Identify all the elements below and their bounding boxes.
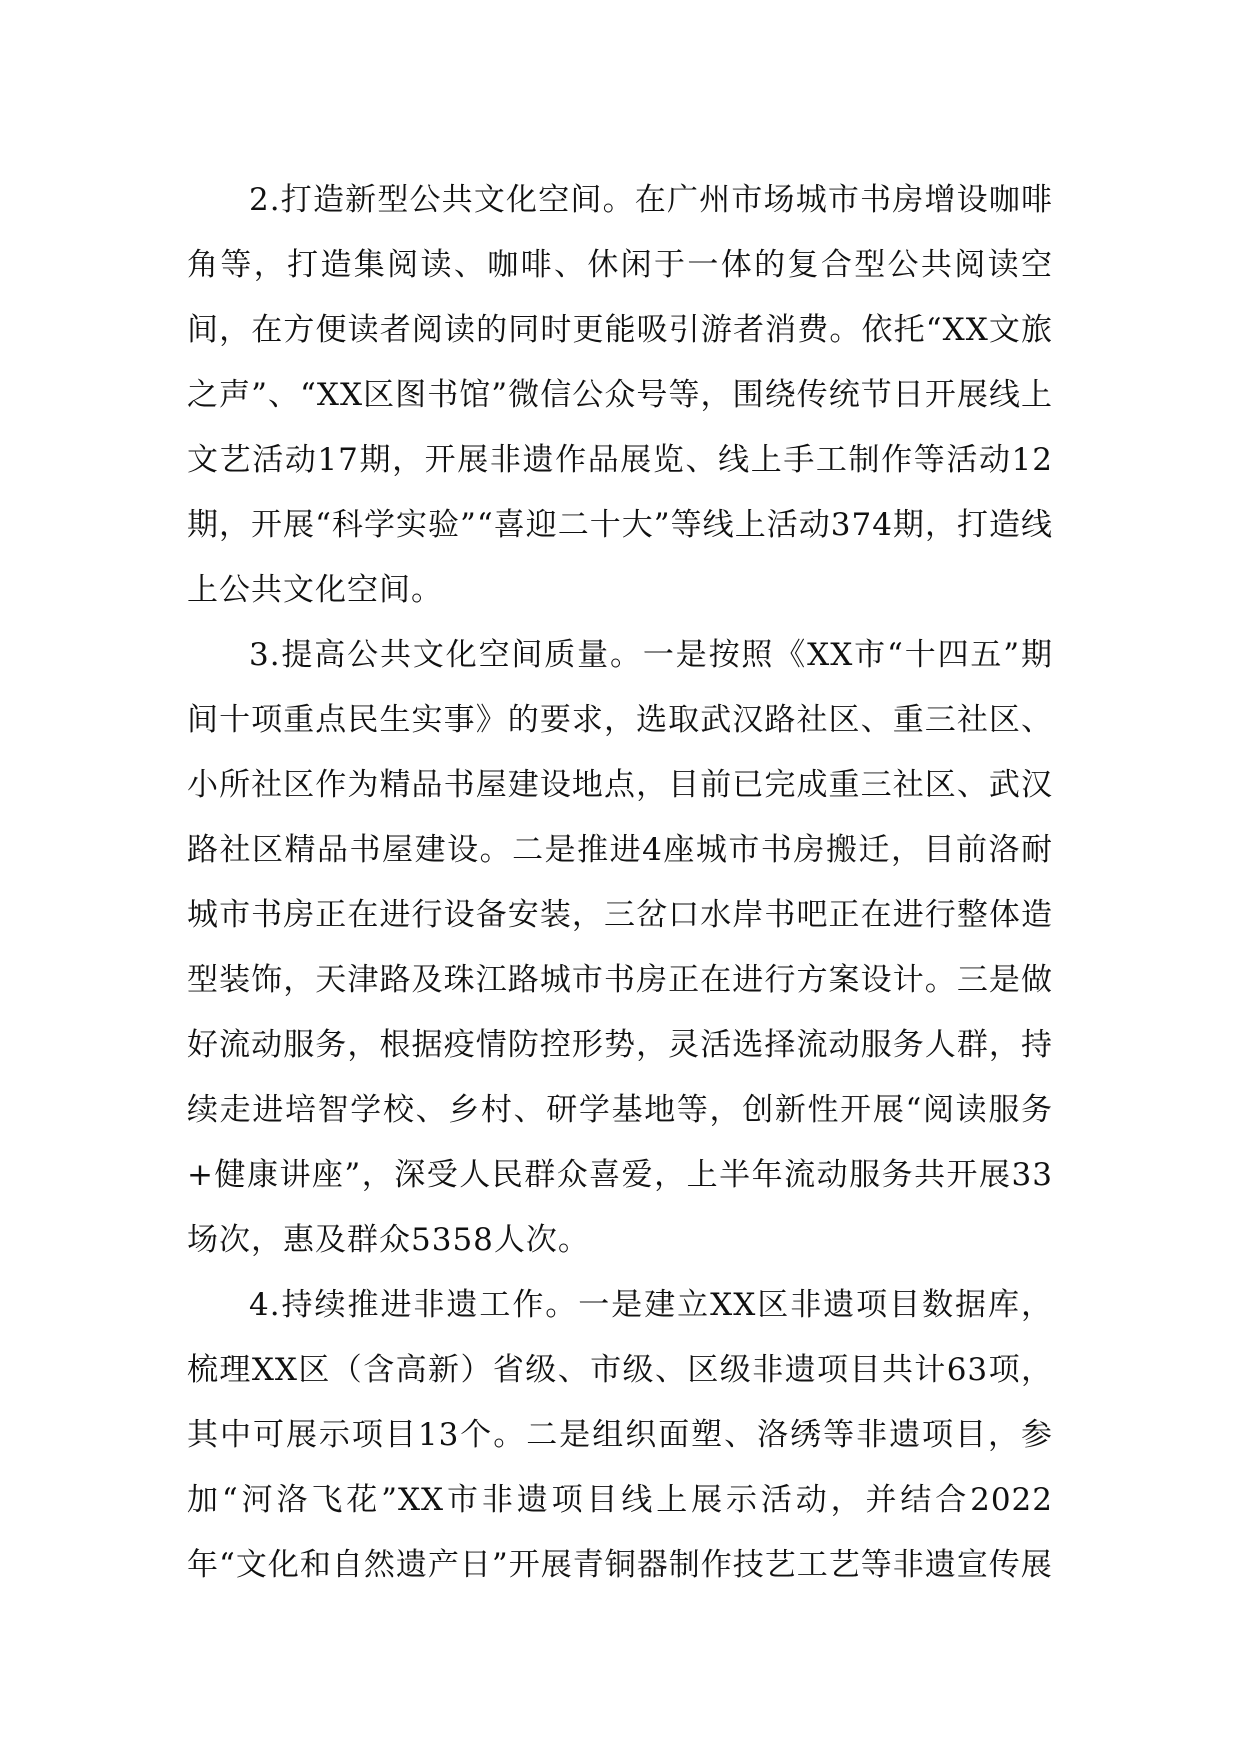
- document-body: [187, 168, 1053, 1598]
- paragraph-space-quality: 3.提高公共文化空间质量。一是按照《XX市“十四五”期间十项重点民生实事》的要求，选取武汉路社区、重三社区、小所社区作为精品书屋建设地点，目前已完成重三社区、武汉路社区精品书屋建设。二是推进4座城市书房搬迁，目前洛耐城市书房正在进行设备安装，三岔口水岸书吧正在进行整体造型装饰，天津路及珠江路城市书房正在进行方案设计。三是做好流动服务，根据疫情防控形势，灵活选择流动服务人群，持续走进培智学校、乡村、研学基地等，创新性开展“阅读服务+健康讲座”，深受人民群众喜爱，上半年流动服务共开展33场次，惠及群众5358人次。: [187, 637, 1053, 1258]
- paragraph-intangible-heritage: 4.持续推进非遗工作。一是建立XX区非遗项目数据库，梳理XX区（含高新）省级、市级、区级非遗项目共计63项，其中可展示项目13个。二是组织面塑、洛绣等非遗项目，参加“河洛飞花”XX市非遗项目线上展示活动，并结合2022年“文化和自然遗产日”开展青铜器制作技艺工艺等非遗宣传展: [187, 1287, 1053, 1583]
- paragraph-public-culture-space: 2.打造新型公共文化空间。在广州市场城市书房增设咖啡角等，打造集阅读、咖啡、休闲于一体的复合型公共阅读空间，在方便读者阅读的同时更能吸引游者消费。依托“XX文旅之声”、“XX区图书馆”微信公众号等，围绕传统节日开展线上文艺活动17期，开展非遗作品展览、线上手工制作等活动12期，开展“科学实验”“喜迎二十大”等线上活动374期，打造线上公共文化空间。: [187, 182, 1053, 608]
